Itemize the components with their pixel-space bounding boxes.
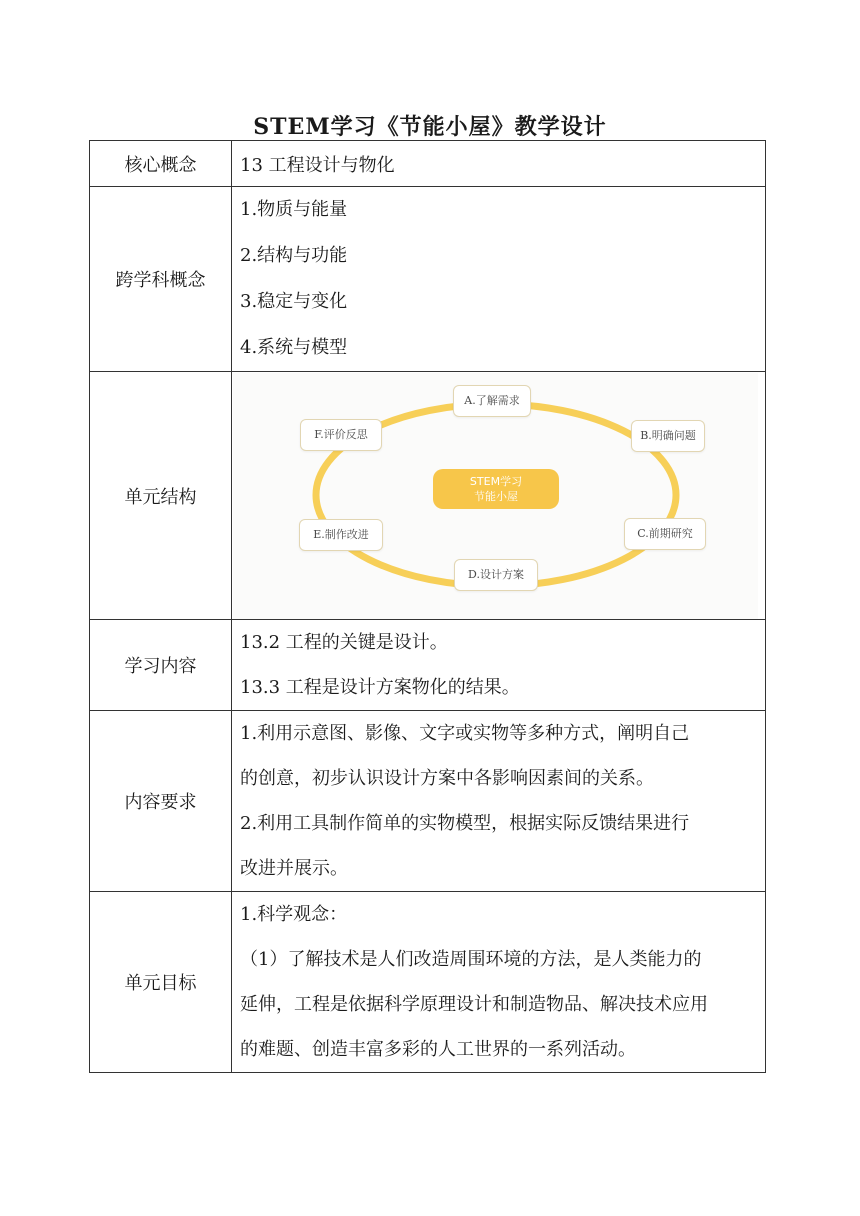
learning-content-list [232, 620, 766, 711]
content-requirements-text [232, 711, 766, 892]
goals-line: （1）了解技术是人们改造周围环境的方法，是人类能力的 [240, 949, 702, 970]
node-d: D.设计方案 [454, 559, 538, 591]
label-learning-content: 学习内容 [90, 620, 232, 711]
label-content-requirements: 内容要求 [90, 711, 232, 892]
label-unit-goals: 单元目标 [90, 892, 232, 1073]
row-cross-concepts [90, 187, 766, 372]
requirements-line: 的创意，初步认识设计方案中各影响因素间的关系。 [240, 768, 654, 789]
lesson-design-table [89, 140, 766, 1073]
label-core-concept: 核心概念 [90, 141, 232, 187]
label-cross-concepts: 跨学科概念 [90, 187, 232, 372]
cross-concept-item: 3.稳定与变化 [240, 291, 348, 312]
requirements-line: 1.利用示意图、影像、文字或实物等多种方式，阐明自己 [240, 723, 690, 744]
node-f: F.评价反思 [300, 419, 382, 451]
unit-structure-diagram [233, 373, 758, 619]
goals-line: 延伸，工程是依据科学原理设计和制造物品、解决技术应用 [240, 994, 708, 1015]
unit-structure-cell [232, 372, 766, 620]
value-core-concept: 13 工程设计与物化 [232, 141, 766, 187]
requirements-line: 改进并展示。 [240, 858, 348, 879]
cross-concept-item: 1.物质与能量 [240, 199, 348, 220]
row-content-requirements [90, 711, 766, 892]
goals-line: 的难题、创造丰富多彩的人工世界的一系列活动。 [240, 1039, 636, 1060]
row-learning-content [90, 620, 766, 711]
document-title: STEM学习《节能小屋》教学设计 [253, 114, 607, 140]
center-topic-line: 节能小屋 [474, 489, 518, 503]
requirements-line: 2.利用工具制作简单的实物模型，根据实际反馈结果进行 [240, 813, 690, 834]
learning-content-item: 13.2 工程的关键是设计。 [240, 632, 448, 653]
cross-concept-item: 2.结构与功能 [240, 245, 348, 266]
row-unit-goals [90, 892, 766, 1073]
label-unit-structure: 单元结构 [90, 372, 232, 620]
goals-line: 1.科学观念： [240, 904, 348, 925]
node-a: A.了解需求 [453, 385, 531, 417]
learning-content-item: 13.3 工程是设计方案物化的结果。 [240, 677, 520, 698]
node-b: B.明确问题 [631, 420, 705, 452]
center-topic [433, 469, 559, 509]
center-topic-line: STEM学习 [469, 474, 523, 488]
node-c: C.前期研究 [624, 518, 706, 550]
unit-goals-text [232, 892, 766, 1073]
cross-concepts-list [232, 187, 766, 372]
row-core-concept [90, 141, 766, 187]
cross-concept-item: 4.系统与模型 [240, 337, 348, 358]
node-e: E.制作改进 [299, 519, 383, 551]
row-unit-structure [90, 372, 766, 620]
